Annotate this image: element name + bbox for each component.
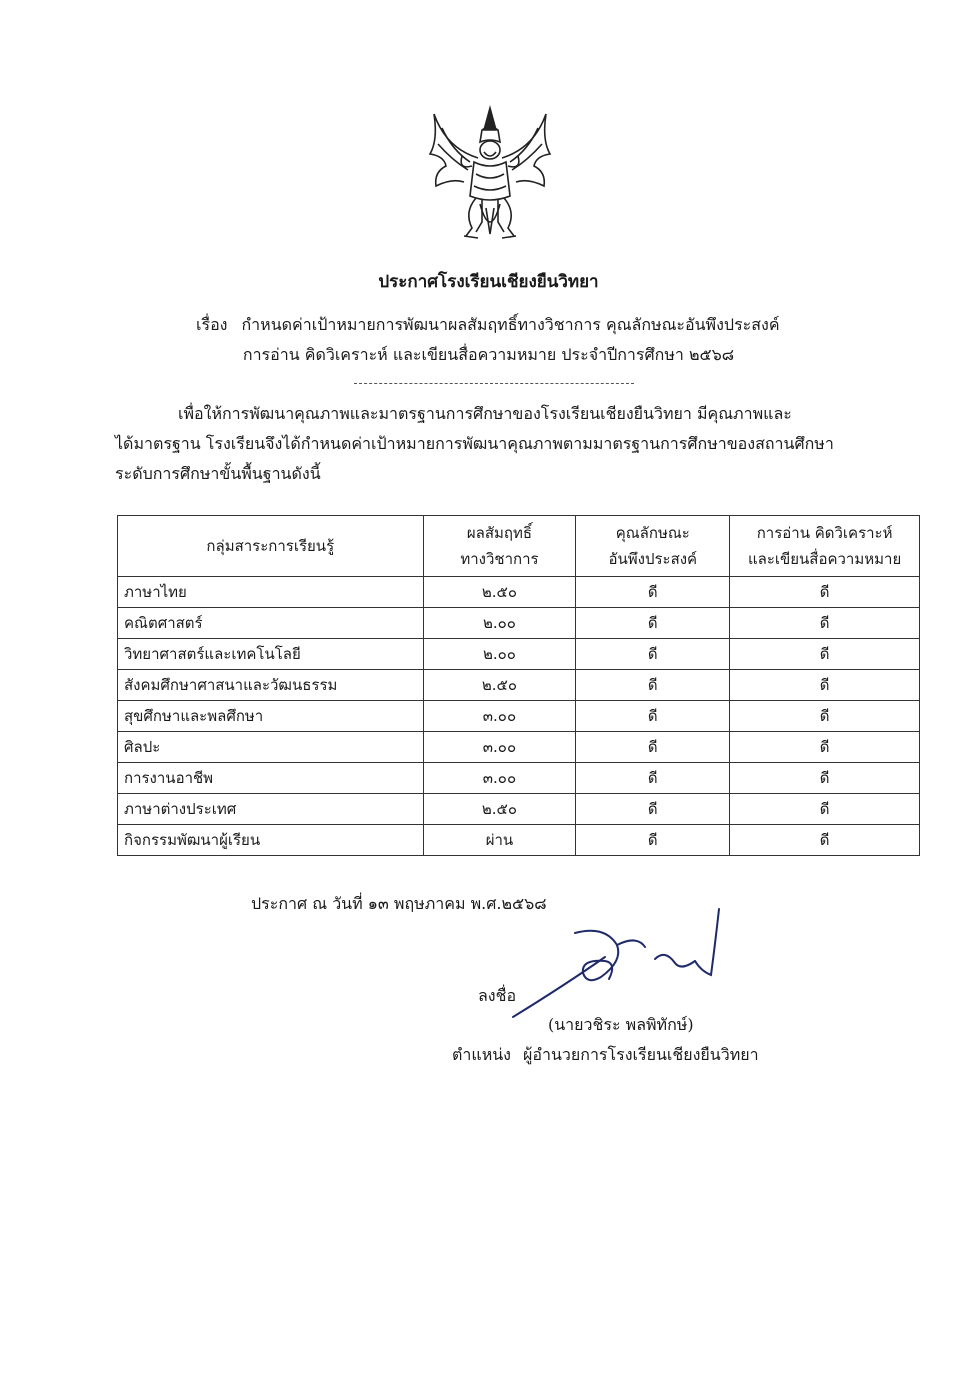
cell-character: ดี [576, 825, 730, 856]
cell-achievement: ผ่าน [423, 825, 576, 856]
cell-reading: ดี [730, 732, 920, 763]
table-row [118, 639, 920, 670]
targets-table [117, 515, 920, 856]
table-row [118, 794, 920, 825]
cell-reading: ดี [730, 794, 920, 825]
cell-character: ดี [576, 701, 730, 732]
cell-reading: ดี [730, 825, 920, 856]
header-character-line-2: อันพึงประสงค์ [608, 550, 698, 568]
signature-icon [505, 905, 735, 1025]
cell-subject: การงานอาชีพ [118, 763, 424, 794]
header-subject: กลุ่มสาระการเรียนรู้ [118, 516, 424, 577]
table-header-row [118, 516, 920, 577]
table-row [118, 825, 920, 856]
cell-achievement: ๒.๕๐ [423, 794, 576, 825]
announcement-date: ประกาศ ณ วันที่ ๑๓ พฤษภาคม พ.ศ.๒๕๖๘ [251, 894, 547, 913]
cell-character: ดี [576, 763, 730, 794]
table-row [118, 608, 920, 639]
position-label: ตำแหน่ง [452, 1045, 511, 1064]
header-achievement [423, 516, 576, 577]
cell-reading: ดี [730, 670, 920, 701]
header-reading-line-2: และเขียนสื่อความหมาย [747, 550, 902, 568]
cell-subject: วิทยาศาสตร์และเทคโนโลยี [118, 639, 424, 670]
cell-subject: ภาษาต่างประเทศ [118, 794, 424, 825]
table-row [118, 763, 920, 794]
header-achievement-line-2: ทางวิชาการ [460, 550, 539, 568]
signer-position [452, 1043, 759, 1068]
cell-reading: ดี [730, 639, 920, 670]
header-reading [730, 516, 920, 577]
cell-subject: คณิตศาสตร์ [118, 608, 424, 639]
table-row [118, 701, 920, 732]
cell-achievement: ๓.๐๐ [423, 701, 576, 732]
cell-subject: สังคมศึกษาศาสนาและวัฒนธรรม [118, 670, 424, 701]
cell-achievement: ๒.๕๐ [423, 577, 576, 608]
cell-subject: ศิลปะ [118, 732, 424, 763]
cell-character: ดี [576, 577, 730, 608]
header-character-line-1: คุณลักษณะ [615, 524, 690, 542]
header-achievement-line-1: ผลสัมฤทธิ์ [466, 524, 533, 542]
cell-character: ดี [576, 794, 730, 825]
position-title: ผู้อำนวยการโรงเรียนเชียงยืนวิทยา [522, 1045, 759, 1064]
cell-character: ดี [576, 608, 730, 639]
cell-subject: กิจกรรมพัฒนาผู้เรียน [118, 825, 424, 856]
body-line-3: ระดับการศึกษาขั้นพื้นฐานดังนี้ [115, 464, 321, 483]
subject-text-1: กำหนดค่าเป้าหมายการพัฒนาผลสัมฤทธิ์ทางวิชาการ คุณลักษณะอันพึงประสงค์ [241, 315, 780, 334]
signer-name: (นายวชิระ พลพิทักษ์) [548, 1015, 694, 1034]
body-line-1: เพื่อให้การพัฒนาคุณภาพและมาตรฐานการศึกษาของโรงเรียนเชียงยืนวิทยา มีคุณภาพและ [178, 404, 792, 423]
cell-achievement: ๓.๐๐ [423, 763, 576, 794]
subject-line-2: การอ่าน คิดวิเคราะห์ และเขียนสื่อความหมาย ประจำปีการศึกษา ๒๕๖๘ [242, 345, 735, 364]
garuda-emblem-icon [424, 100, 556, 250]
cell-subject: สุขศึกษาและพลศึกษา [118, 701, 424, 732]
subject-line-1 [196, 313, 780, 338]
cell-reading: ดี [730, 763, 920, 794]
cell-character: ดี [576, 670, 730, 701]
header-character [576, 516, 730, 577]
cell-achievement: ๒.๕๐ [423, 670, 576, 701]
cell-achievement: ๓.๐๐ [423, 732, 576, 763]
cell-reading: ดี [730, 577, 920, 608]
cell-achievement: ๒.๐๐ [423, 608, 576, 639]
divider [354, 383, 634, 384]
cell-subject: ภาษาไทย [118, 577, 424, 608]
table-row [118, 670, 920, 701]
subject-label: เรื่อง [196, 315, 228, 334]
cell-character: ดี [576, 732, 730, 763]
cell-reading: ดี [730, 701, 920, 732]
sign-label: ลงชื่อ [478, 986, 517, 1005]
cell-character: ดี [576, 639, 730, 670]
table-row [118, 577, 920, 608]
cell-achievement: ๒.๐๐ [423, 639, 576, 670]
table-row [118, 732, 920, 763]
page-title: ประกาศโรงเรียนเชียงยืนวิทยา [378, 272, 599, 292]
cell-reading: ดี [730, 608, 920, 639]
header-reading-line-1: การอ่าน คิดวิเคราะห์ [756, 524, 893, 542]
body-line-2: ได้มาตรฐาน โรงเรียนจึงได้กำหนดค่าเป้าหมายการพัฒนาคุณภาพตามมาตรฐานการศึกษาของสถานศึกษา [115, 434, 834, 453]
